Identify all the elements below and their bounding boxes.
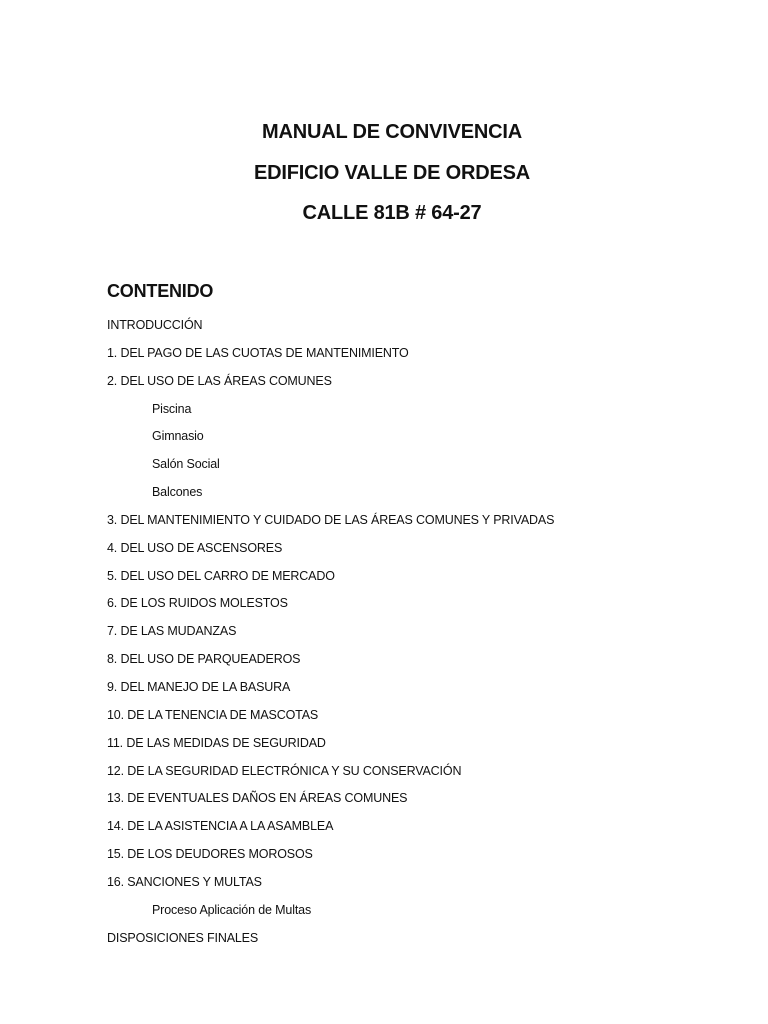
building-name: EDIFICIO VALLE DE ORDESA: [254, 161, 530, 184]
contents-heading: CONTENIDO: [107, 281, 214, 301]
toc-entry: 8. DEL USO DE PARQUEADEROS: [107, 652, 301, 667]
toc-entry: INTRODUCCIÓN: [107, 318, 203, 332]
toc-entry: 6. DE LOS RUIDOS MOLESTOS: [107, 596, 288, 611]
toc-entry: DISPOSICIONES FINALES: [107, 930, 259, 945]
toc-entry: 3. DEL MANTENIMIENTO Y CUIDADO DE LAS ÁREAS COMUNES Y PRIVADAS: [107, 512, 555, 527]
toc-entry: 4. DEL USO DE ASCENSORES: [107, 540, 283, 555]
toc-entry: 13. DE EVENTUALES DAÑOS EN ÁREAS COMUNES: [107, 791, 408, 806]
toc-entry: 5. DEL USO DEL CARRO DE MERCADO: [107, 568, 335, 583]
document-title: MANUAL DE CONVIVENCIA: [262, 121, 522, 143]
toc-entry: 7. DE LAS MUDANZAS: [107, 624, 237, 639]
building-address: CALLE 81B # 64-27: [302, 202, 482, 224]
toc-entry: 9. DEL MANEJO DE LA BASURA: [107, 679, 291, 694]
table-of-contents: [107, 316, 554, 956]
toc-entry: 15. DE LOS DEUDORES MOROSOS: [107, 847, 313, 862]
toc-entry: 2. DEL USO DE LAS ÁREAS COMUNES: [107, 373, 332, 388]
toc-subentry: Proceso Aplicación de Multas: [152, 902, 312, 917]
toc-entry: 14. DE LA ASISTENCIA A LA ASAMBLEA: [107, 819, 334, 834]
document-title-block: [0, 117, 768, 239]
toc-subentry: Balcones: [152, 485, 203, 500]
toc-subentry: Piscina: [152, 401, 192, 416]
toc-entry: 12. DE LA SEGURIDAD ELECTRÓNICA Y SU CONSERVACIÓN: [107, 763, 462, 778]
toc-subentry: Gimnasio: [152, 429, 204, 444]
toc-entry: 10. DE LA TENENCIA DE MASCOTAS: [107, 707, 319, 722]
toc-entry: 16. SANCIONES Y MULTAS: [107, 874, 262, 889]
toc-subentry: Salón Social: [152, 457, 220, 472]
toc-entry: 1. DEL PAGO DE LAS CUOTAS DE MANTENIMIENTO: [107, 345, 409, 360]
toc-entry: 11. DE LAS MEDIDAS DE SEGURIDAD: [107, 735, 326, 750]
